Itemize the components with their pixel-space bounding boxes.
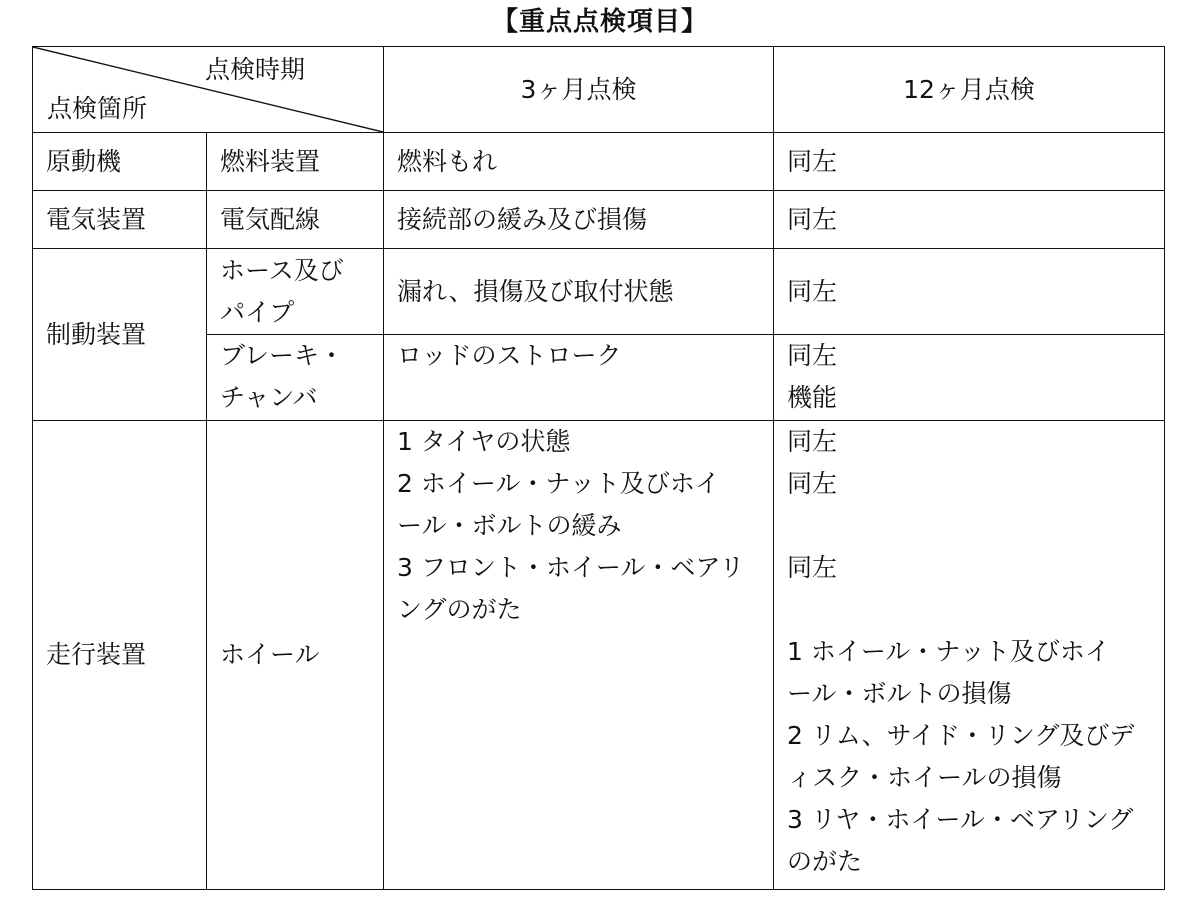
cell-3m-wheel-line: ングのがた [397,595,522,624]
cell-3m-wheel-line: 1 タイヤの状態 [397,427,571,456]
group-brake: 制動装置 [33,249,207,421]
cell-3m-wheel-line: 2 ホイール・ナット及びホイ [397,469,720,498]
group-running-gear: 走行装置 [33,421,207,890]
cell-12m-wheel-line: のがた [787,847,863,876]
cell-3m-wheel-line: 3 フロント・ホイール・ベアリ [397,553,745,582]
table-header-row [33,47,1165,133]
cell-12m-wheel-line: 同左 [787,427,838,456]
cell-12m-fuel: 同左 [774,133,1165,191]
table-row [33,249,1165,335]
part-chamber-line-2: チャンバ [220,383,318,412]
cell-12m-wheel [774,421,1165,890]
inspection-table [32,46,1165,890]
cell-12m-wiring: 同左 [774,191,1165,249]
cell-12m-chamber [774,335,1165,421]
cell-12m-hose: 同左 [774,249,1165,335]
cell-3m-wheel [384,421,774,890]
part-fuel-system: 燃料装置 [207,133,384,191]
part-hose-line-2: パイプ [220,297,295,327]
group-engine: 原動機 [33,133,207,191]
group-electric: 電気装置 [33,191,207,249]
cell-3m-wheel-line: ール・ボルトの緩み [397,511,622,540]
cell-12m-wheel-line: 1 ホイール・ナット及びホイ [787,637,1110,666]
cell-12m-wheel-line: 同左 [787,553,838,582]
table-row [33,133,1165,191]
cell-12m-wheel-spacer [787,589,1164,631]
cell-3m-hose: 漏れ、損傷及び取付状態 [384,249,774,335]
part-wheel: ホイール [207,421,384,890]
part-hose-line-1: ホース及び [220,255,344,285]
cell-12m-wheel-spacer [787,505,1164,547]
header-inspection-period: 点検時期 [204,55,305,84]
cell-12m-wheel-line: ィスク・ホイールの損傷 [787,763,1062,792]
part-hose-pipe [207,249,384,335]
page-title: 【重点点検項目】 [491,7,708,37]
part-chamber-line-1: ブレーキ・ [220,341,345,370]
header-3-month: 3ヶ月点検 [384,47,774,133]
cell-12m-wheel-line: 3 リヤ・ホイール・ベアリング [787,805,1134,834]
cell-3m-chamber: ロッドのストローク [384,335,774,421]
part-wiring: 電気配線 [207,191,384,249]
cell-3m-wiring: 接続部の緩み及び損傷 [384,191,774,249]
header-inspection-location: 点検箇所 [47,94,148,123]
table-row [33,421,1165,890]
part-brake-chamber [207,335,384,421]
cell-12m-chamber-line-2: 機能 [787,383,838,412]
header-12-month: 12ヶ月点検 [774,47,1165,133]
cell-12m-wheel-line: 2 リム、サイド・リング及びデ [787,721,1135,750]
cell-12m-wheel-line: ール・ボルトの損傷 [787,679,1012,708]
cell-12m-wheel-line: 同左 [787,469,838,498]
cell-3m-fuel: 燃料もれ [384,133,774,191]
cell-12m-chamber-line-1: 同左 [787,341,838,370]
table-row [33,191,1165,249]
diagonal-header-cell [33,47,384,133]
